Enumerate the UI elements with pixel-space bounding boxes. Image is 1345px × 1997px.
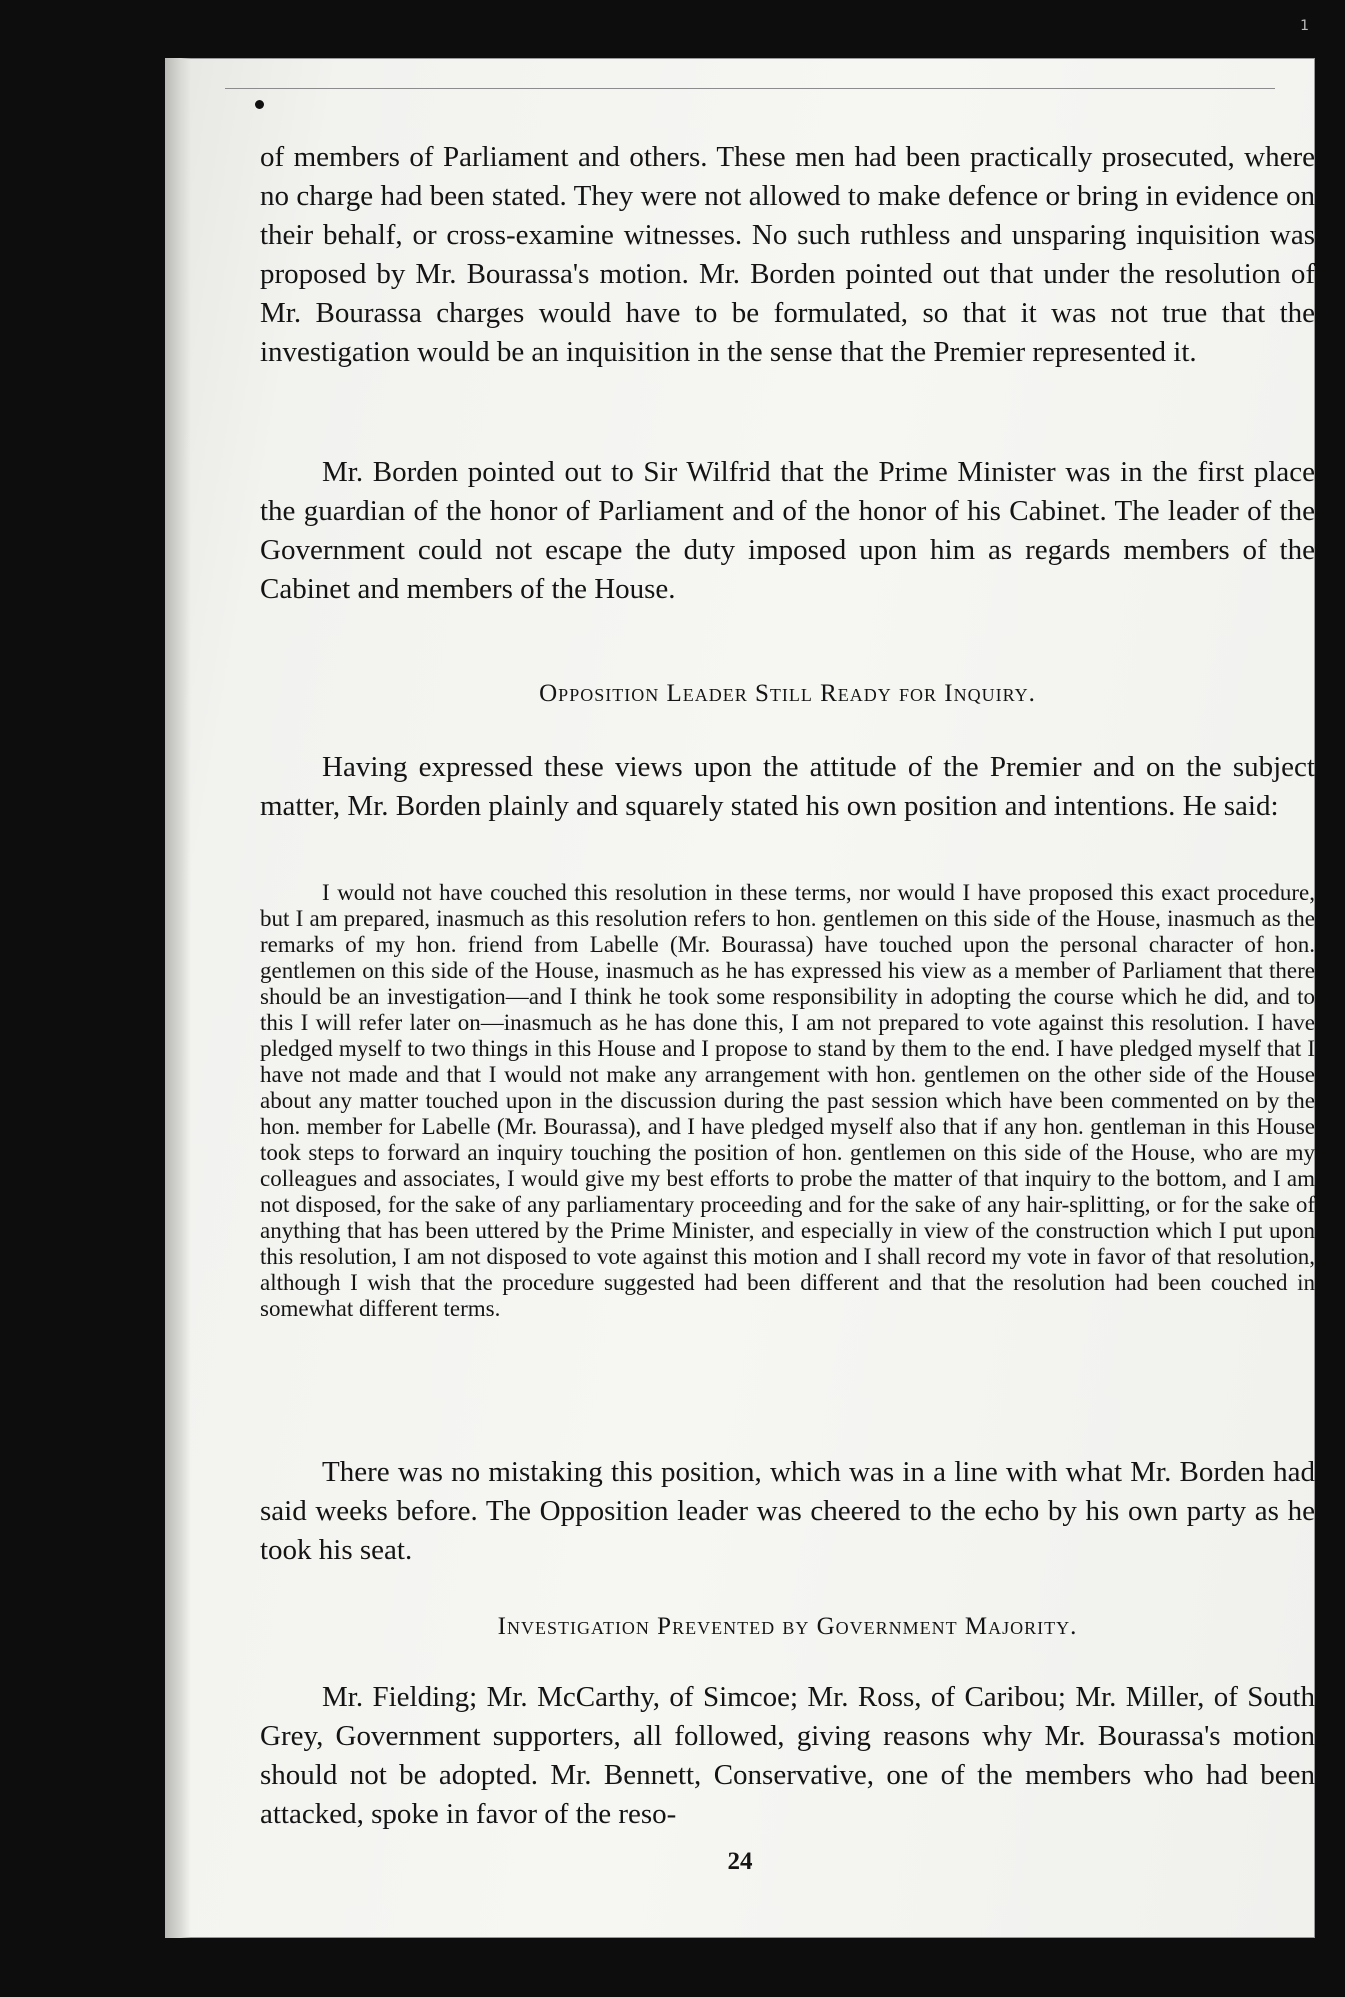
heading-2-block [260,1613,1315,1641]
paragraph-1: of members of Parliament and others. These men had been practically prosecuted, where no charge had been stated. They were not allowed to make defence or bring in evidence on their behalf, or cross-examine witnesses. No such ruthless and unsparing inquisition was proposed by Mr. Bourassa's motion. Mr. Borden pointed out that under the resolution of Mr. Bourassa charges would have to be formulated, so that it was not true that the investigation would be an inquisition in the sense that the Premier represented it. [260,141,1315,368]
book-page [165,58,1315,1938]
paragraph-2: Mr. Borden pointed out to Sir Wilfrid that the Prime Minister was in the first place the guardian of the honor of Parliament and of the honor of his Cabinet. The leader of the Government could not escape the duty imposed upon him as regards members of the Cabinet and members of the House. [260,456,1315,605]
paragraph-3-block [260,748,1315,826]
bullet-mark-icon [255,100,264,109]
block-quote: I would not have couched this resolution in these terms, nor would I have proposed this exact procedure, but I am prepared, inasmuch as this resolution refers to hon. gentlemen on this side of the House, inasmuch as the remarks of my hon. friend from Labelle (Mr. Bourassa) have touched upon the personal character of hon. gentlemen on this side of the House, inasmuch as he has expressed his view as a member of Parliament that there should be an investigation—and I think he took some responsibility in adopting the course which he did, and to this I will refer later on—inasmuch as he has done this, I am not prepared to vote against this resolution. I have pledged myself to two things in this House and I propose to stand by them to the end. I have pledged myself that I have not made and that I would not make any arrangement with hon. gentlemen on the other side of the House about any matter touched upon in the discussion during the past session which have been commented on by the hon. member for Labelle (Mr. Bourassa), and I have pledged myself also that if any hon. gentleman in this House took steps to forward an inquiry touching the position of hon. gentlemen on this side of the House, who are my colleagues and associates, I would give my best efforts to probe the matter of that inquiry to the bottom, and I am not disposed, for the sake of any parliamentary proceeding and for the sake of any hair-splitting, or for the sake of anything that has been uttered by the Prime Minister, and especially in view of the construction which I put upon this resolution, I am not disposed to vote against this motion and I shall record my vote in favor of that resolution, although I wish that the procedure suggested had been different and that the resolution had been couched in somewhat different terms. [260,880,1315,1321]
paragraph-5-block [260,1678,1315,1834]
paragraph-3: Having expressed these views upon the attitude of the Premier and on the subject matter, Mr. Borden plainly and squarely stated his own position and intentions. He said: [260,751,1315,822]
page-top-rule [225,88,1275,89]
paragraph-5: Mr. Fielding; Mr. McCarthy, of Simcoe; Mr. Ross, of Caribou; Mr. Miller, of South Grey, Government supporters, all followed, giving reasons why Mr. Bourassa's motion should not be adopted. Mr. Bennett, Conservative, one of the members who had been attacked, spoke in favor of the reso- [260,1681,1315,1830]
paragraph-4: There was no mistaking this position, which was in a line with what Mr. Borden had said weeks before. The Opposition leader was cheered to the echo by his own party as he took his seat. [260,1456,1315,1566]
page-number: 24 [727,1848,753,1875]
heading-1-block [260,680,1315,708]
paragraph-2-block [260,453,1315,609]
corner-mark: 1 [1300,18,1309,34]
quote-block [260,880,1315,1322]
section-heading-1: Opposition Leader Still Ready for Inquiry. [539,680,1036,707]
paragraph-4-block [260,1453,1315,1570]
paragraph-1-block [260,138,1315,372]
section-heading-2: Investigation Prevented by Government Majority. [497,1613,1078,1640]
